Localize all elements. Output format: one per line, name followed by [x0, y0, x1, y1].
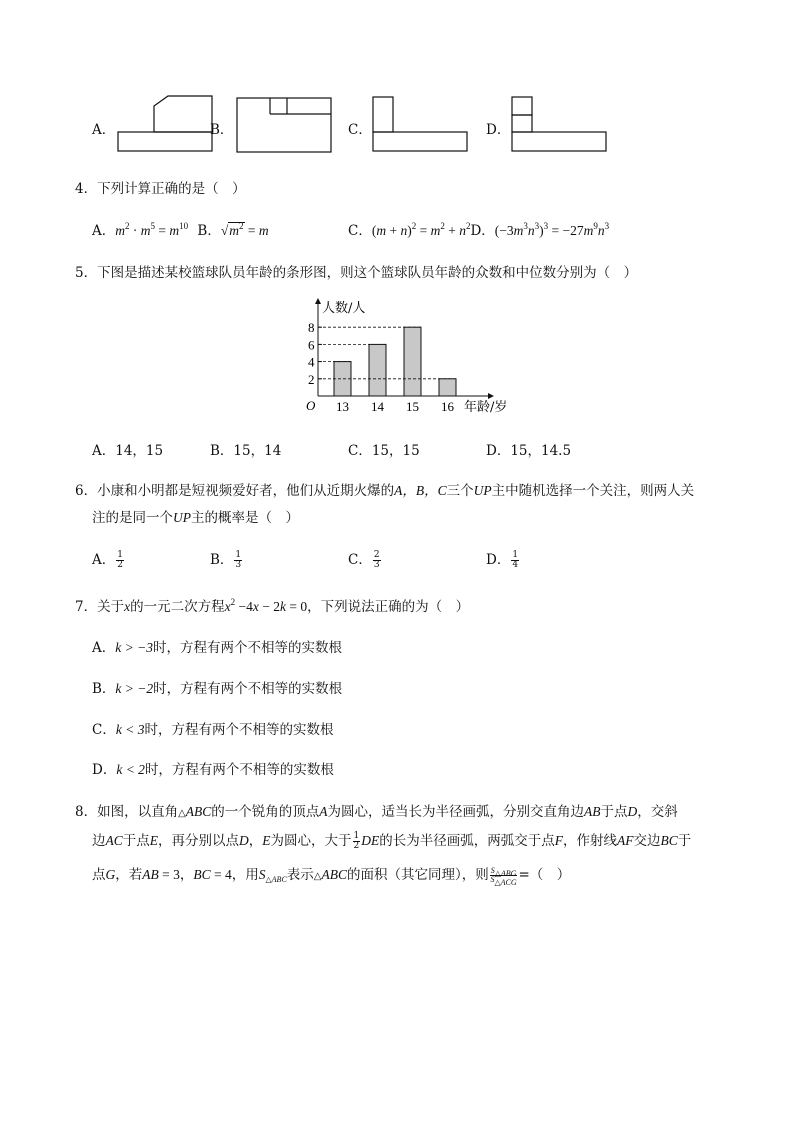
q8-t18: 的面积（其它同理），则: [346, 867, 489, 883]
q6-text-1: 6．小康和小明都是短视频爱好者，他们从近期火爆的: [75, 483, 395, 499]
q8-tri-abc-2: △ABC: [313, 867, 347, 882]
q8-t16: ，用: [231, 867, 259, 883]
q8-point-e: E: [149, 833, 159, 848]
q8-de: DE: [361, 833, 380, 848]
q7-stem: [75, 595, 469, 615]
q8-points-de: D，E: [239, 833, 271, 848]
y-axis-arrow: [315, 298, 321, 304]
q6-option-a-fraction: $\frac{1}{2}$: [117, 550, 123, 570]
q7-option-b-label: B．: [92, 681, 116, 697]
q6-option-b[interactable]: [210, 548, 243, 570]
q8-point-d: D: [627, 804, 638, 819]
q6-text-2: 三个: [446, 483, 474, 499]
q8-area-ratio: $\frac{S_{\triangle ABG}}{S_{\triangle ACG}}$: [490, 866, 517, 887]
q8-af: AF: [617, 833, 634, 848]
q7-option-a-text: 时，方程有两个不相等的实数根: [152, 640, 342, 656]
q4-option-b-expr: $√m^2 = m$: [220, 221, 269, 238]
q8-ab-1: AB: [584, 804, 601, 819]
q7-text-1: 7．关于: [75, 599, 125, 615]
q6-option-c[interactable]: [348, 548, 382, 570]
q3-option-b-label[interactable]: B．: [210, 122, 234, 138]
q7-option-d-cond: k < 2: [116, 762, 145, 777]
q8-t12: 交边: [633, 833, 661, 849]
q5-option-d[interactable]: D．15，14.5: [486, 443, 572, 459]
q8-t17: 表示: [286, 867, 314, 883]
q6-letters: A，B，C: [394, 483, 447, 498]
q8-t8: ，再分别以点: [158, 833, 240, 849]
q7-text-2: 的一元二次方程: [130, 599, 225, 615]
q8-t11: ，作射线: [563, 833, 617, 849]
q7-option-c-text: 时，方程有两个不相等的实数根: [144, 722, 334, 738]
q4-options-cd: [348, 219, 609, 239]
q3-option-d-figure: [510, 95, 608, 154]
q8-t5: ，交斜: [637, 804, 678, 820]
q3-option-a-label[interactable]: A．: [92, 122, 116, 138]
bar-15: [404, 327, 421, 396]
q8-t7: 于点: [122, 833, 150, 849]
q4-option-c-expr: $(m + n)^2 = m^2 + n^2$: [371, 221, 471, 238]
q4-options: [92, 219, 269, 239]
q7-option-b-text: 时，方程有两个不相等的实数根: [153, 681, 343, 697]
q6-option-c-fraction: $\frac{2}{3}$: [373, 550, 380, 570]
q8-s-abc: $S_{\triangle ABC}$: [258, 867, 287, 884]
q6-up-2: UP: [173, 510, 191, 525]
origin-label: O: [306, 398, 316, 413]
x-tick-label-14: 14: [371, 399, 384, 414]
q5-option-a[interactable]: A．14，15: [92, 443, 164, 459]
q4-option-d-expr: $(-3m^3n^3)^3 = -27m^9n^3$: [494, 221, 610, 238]
q6-option-b-fraction: $\frac{1}{3}$: [235, 550, 242, 570]
q4-stem: 4．下列计算正确的是（ ）: [75, 181, 246, 197]
q8-t2: 的一个锐角的顶点: [211, 804, 320, 820]
q6-option-b-label: B．: [210, 552, 234, 568]
q6-option-d-fraction: $\frac{1}{4}$: [512, 550, 519, 570]
q6-text-5: 主的概率是（ ）: [191, 510, 299, 526]
q8-t10: 的长为半径画弧，两弧交于点: [379, 833, 555, 849]
q7-option-c[interactable]: [92, 718, 333, 738]
q3-option-b-figure: [235, 96, 333, 154]
q7-equation: $x^2 -4x - 2k = 0$: [224, 597, 308, 614]
q4-option-d-label[interactable]: D．: [470, 223, 495, 239]
q8-half-fraction: $\frac{1}{2}$: [353, 831, 360, 851]
q8-t3: 为圆心，适当长为半径画弧，分别交直角边: [327, 804, 585, 820]
q7-option-d[interactable]: [92, 758, 334, 778]
q6-text-3: 主中随机选择一个关注，则两人关: [491, 483, 695, 499]
q7-option-c-cond: k < 3: [115, 722, 145, 737]
q5-option-b[interactable]: B．15，14: [210, 443, 282, 459]
q7-option-d-label: D．: [92, 762, 117, 778]
q3-option-d-label[interactable]: D．: [486, 122, 511, 138]
bar-16: [439, 379, 456, 396]
q5-stem: 5．下图是描述某校篮球队员年龄的条形图，则这个篮球队员年龄的众数和中位数分别为（ ）: [75, 265, 638, 281]
q8-t4: 于点: [600, 804, 628, 820]
y-tick-label-2: 2: [308, 371, 315, 387]
q7-option-a-label: A．: [92, 640, 116, 656]
y-tick-label-4: 4: [308, 354, 315, 370]
q8-tri-abc-1: △ABC: [178, 804, 212, 819]
q3-option-c-label[interactable]: C．: [348, 122, 372, 138]
x-axis-label: 年龄/岁: [464, 400, 508, 415]
q4-option-a-label[interactable]: A．: [92, 223, 116, 239]
q7-text-3: ，下列说法正确的为（ ）: [307, 599, 470, 615]
q3-option-a-figure: [116, 95, 214, 153]
q7-option-b-cond: k > −2: [115, 681, 154, 696]
q7-option-d-text: 时，方程有两个不相等的实数根: [144, 762, 334, 778]
q6-text-4: 注的是同一个: [92, 510, 173, 526]
q7-option-a[interactable]: [92, 636, 342, 656]
q8-given-values: AB = 3，BC = 4: [142, 867, 232, 882]
q8-t9: 为圆心，大于: [270, 833, 352, 849]
q7-option-a-cond: k > −3: [115, 640, 153, 655]
q8-t1: 8．如图，以直角: [75, 804, 179, 820]
q7-option-c-label: C．: [92, 722, 116, 738]
y-axis-label: 人数/人: [322, 301, 366, 316]
q3-option-c-figure: [371, 95, 469, 154]
q6-stem-line2: [92, 506, 299, 526]
x-tick-label-15: 15: [406, 399, 419, 414]
q6-stem-line1: [75, 479, 694, 499]
q4-option-b-label[interactable]: B．: [197, 223, 221, 239]
q6-option-a-label: A．: [92, 552, 116, 568]
q6-option-d-label: D．: [486, 552, 511, 568]
y-tick-label-6: 6: [308, 337, 315, 353]
q8-t14: 点: [92, 867, 106, 883]
q8-t15: ，若: [115, 867, 143, 883]
q7-option-b[interactable]: [92, 677, 342, 697]
q8-t19: =（ ）: [518, 867, 571, 883]
q8-t6: 边: [92, 833, 106, 849]
x-tick-label-16: 16: [441, 399, 454, 414]
q7-var-x: x: [124, 599, 131, 614]
y-tick-label-8: 8: [308, 320, 315, 336]
q8-t13: 于: [677, 833, 692, 849]
q6-up-1: UP: [473, 483, 492, 498]
bar-14: [369, 344, 386, 396]
x-tick-label-13: 13: [336, 399, 349, 414]
q8-line3: [92, 863, 571, 887]
q8-point-g: G: [105, 867, 116, 882]
q8-line1: [75, 800, 678, 820]
q4-option-a-expr: $m^2 \cdot m^5 = m^{10}$: [115, 221, 189, 238]
q6-option-a[interactable]: [92, 548, 125, 570]
q8-point-f: F: [554, 833, 563, 848]
q5-option-c[interactable]: C．15，15: [348, 443, 420, 459]
q8-bc: BC: [660, 833, 678, 848]
age-bar-chart: [300, 296, 520, 416]
q8-line2: [92, 829, 691, 851]
q6-option-d[interactable]: [486, 548, 520, 570]
q8-ac: AC: [105, 833, 123, 848]
q8-point-a: A: [319, 804, 328, 819]
q6-option-c-label: C．: [348, 552, 372, 568]
x-axis-arrow: [488, 393, 494, 399]
q4-option-c-label[interactable]: C．: [348, 223, 372, 239]
